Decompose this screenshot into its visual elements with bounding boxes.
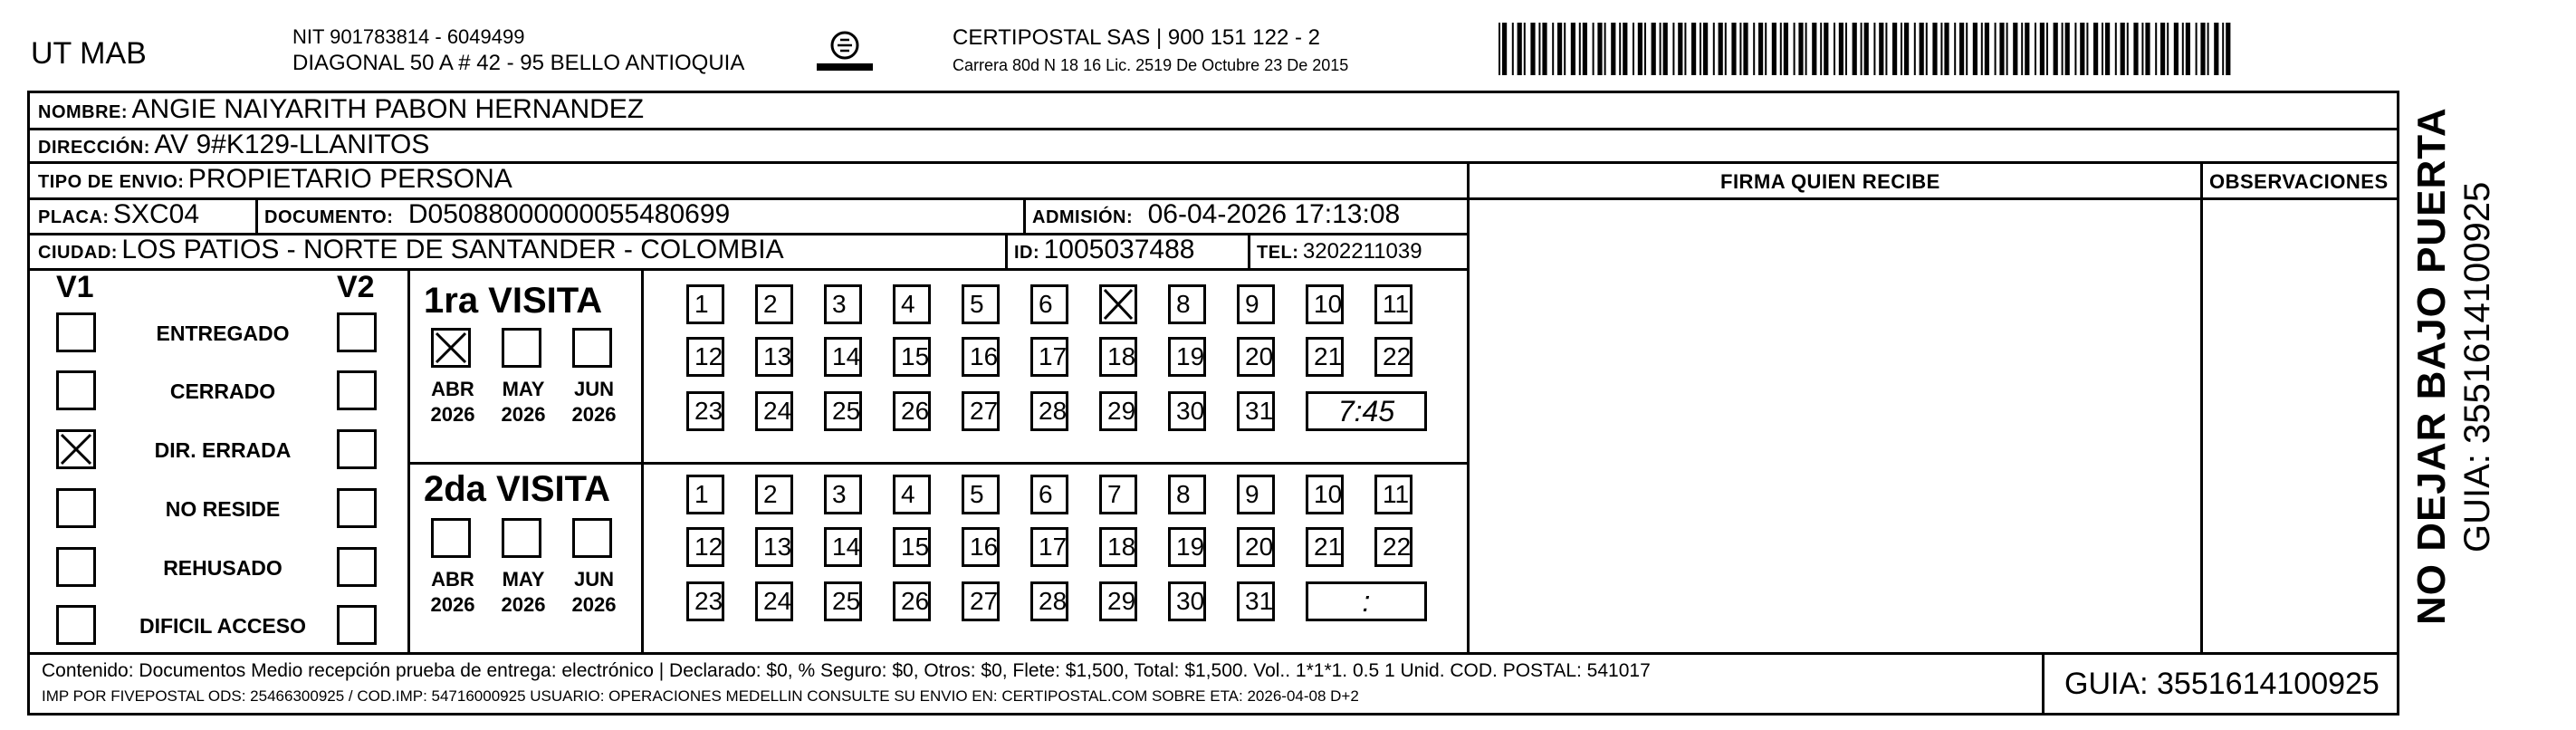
day-box[interactable]: 22 bbox=[1374, 527, 1412, 567]
placa-label: PLACA: bbox=[38, 207, 110, 227]
barcode-bar bbox=[2062, 23, 2064, 75]
visit1-title: 1ra VISITA bbox=[424, 281, 603, 321]
barcode-bar bbox=[1758, 23, 1763, 75]
barcode-bar bbox=[1966, 23, 1968, 75]
day-box[interactable]: 31 bbox=[1237, 391, 1275, 431]
barcode-bar bbox=[1518, 23, 1522, 75]
day-box[interactable]: 11 bbox=[1374, 284, 1412, 324]
day-box[interactable]: 29 bbox=[1099, 581, 1137, 621]
barcode-bar bbox=[1502, 23, 1507, 75]
barcode-bar bbox=[1557, 23, 1562, 75]
documento-label: DOCUMENTO: bbox=[264, 207, 394, 227]
barcode-bar bbox=[2145, 23, 2150, 75]
day-box[interactable]: 5 bbox=[962, 284, 1000, 324]
barcode-bar bbox=[2160, 23, 2165, 75]
barcode-bar bbox=[2127, 23, 2129, 75]
barcode-bar bbox=[1583, 23, 1587, 75]
barcode-bar bbox=[2035, 23, 2036, 75]
v1-checkbox[interactable] bbox=[56, 605, 96, 645]
status-option-label: REHUSADO bbox=[163, 556, 282, 580]
barcode-bar bbox=[1753, 23, 1755, 75]
day-box[interactable]: 31 bbox=[1237, 581, 1275, 621]
nombre-value: ANGIE NAIYARITH PABON HERNANDEZ bbox=[131, 94, 645, 124]
barcode-bar bbox=[2040, 23, 2045, 75]
tel-value: 3202211039 bbox=[1302, 239, 1422, 264]
admision-row bbox=[1032, 201, 1400, 228]
barcode-bar bbox=[1973, 23, 1977, 75]
barcode-bar bbox=[2196, 23, 2198, 75]
day-box[interactable]: 6 bbox=[1030, 284, 1068, 324]
day-box[interactable]: 29 bbox=[1099, 391, 1137, 431]
status-option-label: NO RESIDE bbox=[165, 497, 281, 521]
barcode-bar bbox=[1772, 23, 1776, 75]
v1-checkbox[interactable] bbox=[56, 488, 96, 528]
barcode-bar bbox=[2105, 23, 2110, 75]
month-label bbox=[424, 377, 482, 427]
barcode-bar bbox=[2021, 23, 2023, 75]
barcode-bar bbox=[1684, 23, 1686, 75]
barcode-bar bbox=[2186, 23, 2190, 75]
day-box[interactable]: 15 bbox=[893, 527, 931, 567]
barcode-bar bbox=[1861, 23, 1863, 75]
side-guia: GUIA: 3551614100925 bbox=[2457, 181, 2497, 552]
v1-checkbox[interactable] bbox=[56, 370, 96, 410]
barcode-bar bbox=[1542, 23, 1547, 75]
barcode-bar bbox=[2074, 23, 2076, 75]
barcode-bar bbox=[1619, 23, 1621, 75]
firma-header: FIRMA QUIEN RECIBE bbox=[1720, 170, 1940, 193]
barcode-bar bbox=[1805, 23, 1807, 75]
barcode-bar bbox=[2102, 23, 2103, 75]
barcode-bar bbox=[1638, 23, 1642, 75]
barcode-bar bbox=[1914, 23, 1916, 75]
status-option-label: ENTREGADO bbox=[156, 322, 290, 345]
barcode-bar bbox=[1798, 23, 1803, 75]
id-row bbox=[1014, 236, 1194, 264]
month-year: 2026 bbox=[430, 402, 475, 426]
placa-row bbox=[38, 201, 199, 228]
barcode-bar bbox=[1713, 23, 1715, 75]
day-box[interactable]: 15 bbox=[893, 337, 931, 377]
barcode-bar bbox=[1940, 23, 1942, 75]
day-box[interactable]: 2 bbox=[755, 475, 793, 514]
admision-label: ADMISIÓN: bbox=[1032, 207, 1134, 227]
barcode-bar bbox=[1597, 23, 1602, 75]
barcode-bar bbox=[2080, 23, 2084, 75]
barcode-bar bbox=[2065, 23, 2070, 75]
barcode-bar bbox=[1995, 23, 1997, 75]
barcode-bar bbox=[1579, 23, 1581, 75]
barcode-bar bbox=[1780, 23, 1782, 75]
barcode-bar bbox=[2086, 23, 2088, 75]
barcode-bar bbox=[1845, 23, 1847, 75]
day-box[interactable] bbox=[1099, 284, 1137, 324]
barcode-bar bbox=[1944, 23, 1949, 75]
barcode-bar bbox=[1999, 23, 2004, 75]
time-box[interactable]: : bbox=[1306, 581, 1427, 621]
side-notice: NO DEJAR BAJO PUERTA bbox=[2409, 107, 2454, 625]
barcode-bar bbox=[1538, 23, 1540, 75]
day-box[interactable]: 30 bbox=[1168, 581, 1206, 621]
barcode-bar bbox=[2222, 23, 2224, 75]
barcode-bar bbox=[1820, 23, 1822, 75]
month-name: JUN bbox=[573, 378, 614, 400]
month-label bbox=[494, 567, 552, 617]
v2-checkbox[interactable] bbox=[337, 488, 377, 528]
v2-checkbox[interactable] bbox=[337, 370, 377, 410]
barcode-bar bbox=[1901, 23, 1902, 75]
barcode-bar bbox=[1672, 23, 1674, 75]
barcode-bar bbox=[2013, 23, 2017, 75]
barcode-bar bbox=[1812, 23, 1816, 75]
month-checkbox[interactable] bbox=[502, 518, 541, 558]
barcode-bar bbox=[1739, 23, 1741, 75]
company-name: UT MAB bbox=[31, 36, 147, 71]
tipo-label: TIPO DE ENVIO: bbox=[38, 172, 185, 192]
direccion-label: DIRECCIÓN: bbox=[38, 138, 150, 158]
month-year: 2026 bbox=[430, 592, 475, 616]
v2-label: V2 bbox=[337, 270, 375, 304]
id-label: ID: bbox=[1014, 243, 1040, 263]
placa-value: SXC04 bbox=[113, 199, 200, 229]
v2-checkbox[interactable] bbox=[337, 312, 377, 352]
month-name: MAY bbox=[502, 568, 545, 591]
barcode-bar bbox=[2200, 23, 2205, 75]
day-box[interactable]: 18 bbox=[1099, 337, 1137, 377]
barcode-bar bbox=[1652, 23, 1656, 75]
day-box[interactable]: 27 bbox=[962, 391, 1000, 431]
v2-checkbox[interactable] bbox=[337, 429, 377, 469]
day-box[interactable]: 5 bbox=[962, 475, 1000, 514]
barcode-bar bbox=[1794, 23, 1796, 75]
company-nit: NIT 901783814 - 6049499 bbox=[292, 25, 525, 48]
month-checkbox[interactable] bbox=[431, 328, 471, 368]
day-box[interactable]: 24 bbox=[755, 581, 793, 621]
tel-label: TEL: bbox=[1257, 243, 1299, 263]
month-year: 2026 bbox=[571, 402, 617, 426]
day-box[interactable]: 11 bbox=[1374, 475, 1412, 514]
barcode-bar bbox=[1981, 23, 1983, 75]
month-name: ABR bbox=[431, 378, 474, 400]
day-box[interactable]: 20 bbox=[1237, 337, 1275, 377]
day-box[interactable]: 4 bbox=[893, 284, 931, 324]
barcode-bar bbox=[1571, 23, 1575, 75]
ciudad-value: LOS PATIOS - NORTE DE SANTANDER - COLOMBIA bbox=[121, 235, 784, 264]
status-option-label: DIR. ERRADA bbox=[154, 438, 292, 462]
barcode-bar bbox=[2025, 23, 2029, 75]
month-name: ABR bbox=[431, 568, 474, 591]
barcode-bar bbox=[1959, 23, 1964, 75]
barcode-bar bbox=[1879, 23, 1883, 75]
barcode-bar bbox=[2155, 23, 2157, 75]
barcode-bar bbox=[1593, 23, 1594, 75]
day-box[interactable]: 28 bbox=[1030, 391, 1068, 431]
day-box[interactable]: 13 bbox=[755, 527, 793, 567]
day-box[interactable]: 30 bbox=[1168, 391, 1206, 431]
barcode-bar bbox=[1834, 23, 1835, 75]
month-name: MAY bbox=[502, 378, 545, 400]
day-box[interactable]: 19 bbox=[1168, 527, 1206, 567]
v2-checkbox[interactable] bbox=[337, 605, 377, 645]
barcode-bar bbox=[1719, 23, 1723, 75]
month-label bbox=[565, 377, 623, 427]
barcode-bar bbox=[1663, 23, 1668, 75]
id-value: 1005037488 bbox=[1043, 235, 1195, 264]
barcode-bar bbox=[2133, 23, 2138, 75]
month-label bbox=[565, 567, 623, 617]
day-box[interactable]: 14 bbox=[824, 337, 862, 377]
month-checkbox[interactable] bbox=[572, 328, 612, 368]
month-label bbox=[424, 567, 482, 617]
time-box[interactable]: 7:45 bbox=[1306, 391, 1427, 431]
month-year: 2026 bbox=[501, 592, 546, 616]
barcode-bar bbox=[2207, 23, 2209, 75]
barcode bbox=[1499, 23, 2232, 75]
carrier-license: Carrera 80d N 18 16 Lic. 2519 De Octubre 23 De 2015 bbox=[953, 56, 1349, 74]
v2-checkbox[interactable] bbox=[337, 547, 377, 587]
barcode-bar bbox=[2141, 23, 2143, 75]
barcode-bar bbox=[1512, 23, 1514, 75]
status-option-label: DIFICIL ACCESO bbox=[139, 614, 306, 638]
day-box[interactable]: 23 bbox=[686, 581, 724, 621]
day-box[interactable]: 10 bbox=[1306, 475, 1344, 514]
barcode-bar bbox=[1499, 23, 1500, 75]
barcode-bar bbox=[1864, 23, 1869, 75]
day-box[interactable]: 17 bbox=[1030, 527, 1068, 567]
month-year: 2026 bbox=[571, 592, 617, 616]
nombre-label: NOMBRE: bbox=[38, 102, 129, 122]
barcode-bar bbox=[1824, 23, 1828, 75]
barcode-bar bbox=[1926, 23, 1928, 75]
day-box[interactable]: 21 bbox=[1306, 337, 1344, 377]
barcode-bar bbox=[1920, 23, 1924, 75]
day-box[interactable]: 23 bbox=[686, 391, 724, 431]
day-box[interactable]: 28 bbox=[1030, 581, 1068, 621]
barcode-bar bbox=[1644, 23, 1646, 75]
day-box[interactable]: 1 bbox=[686, 284, 724, 324]
day-box[interactable]: 21 bbox=[1306, 527, 1344, 567]
barcode-bar bbox=[1743, 23, 1748, 75]
ciudad-row bbox=[38, 236, 784, 264]
certipostal-logo bbox=[813, 27, 876, 77]
barcode-bar bbox=[1853, 23, 1857, 75]
barcode-bar bbox=[1873, 23, 1875, 75]
barcode-bar bbox=[1678, 23, 1682, 75]
day-box[interactable]: 24 bbox=[755, 391, 793, 431]
barcode-bar bbox=[2226, 23, 2230, 75]
barcode-bar bbox=[2182, 23, 2184, 75]
documento-value: D05088000000055480699 bbox=[407, 199, 731, 229]
day-box[interactable]: 16 bbox=[962, 337, 1000, 377]
barcode-bar bbox=[1904, 23, 1909, 75]
day-box[interactable]: 1 bbox=[686, 475, 724, 514]
day-box[interactable]: 19 bbox=[1168, 337, 1206, 377]
day-box[interactable]: 25 bbox=[824, 391, 862, 431]
barcode-bar bbox=[1885, 23, 1887, 75]
barcode-bar bbox=[1765, 23, 1767, 75]
barcode-bar bbox=[1731, 23, 1736, 75]
barcode-bar bbox=[1932, 23, 1937, 75]
barcode-bar bbox=[1703, 23, 1708, 75]
carrier-name: CERTIPOSTAL SAS | 900 151 122 - 2 bbox=[953, 25, 1320, 50]
day-box[interactable]: 8 bbox=[1168, 475, 1206, 514]
v1-label: V1 bbox=[56, 270, 94, 304]
barcode-bar bbox=[2174, 23, 2179, 75]
day-box[interactable]: 14 bbox=[824, 527, 862, 567]
day-box[interactable]: 2 bbox=[755, 284, 793, 324]
month-year: 2026 bbox=[501, 402, 546, 426]
month-checkbox[interactable] bbox=[572, 518, 612, 558]
direccion-value: AV 9#K129-LLANITOS bbox=[154, 130, 430, 159]
v1-checkbox[interactable] bbox=[56, 429, 96, 469]
v1-checkbox[interactable] bbox=[56, 312, 96, 352]
tipo-row bbox=[38, 166, 512, 193]
barcode-bar bbox=[1604, 23, 1606, 75]
footer-line1: Contenido: Documentos Medio recepción prueba de entrega: electrónico | Declarado: $0, % Seguro: $0, Otros: $0, Flete: $1,500, Total: $1,500. Vol.. 1*1*1. 0.5 1 Unid. COD. POSTAL: 541017 bbox=[42, 660, 1651, 681]
day-box[interactable]: 12 bbox=[686, 337, 724, 377]
barcode-bar bbox=[1892, 23, 1897, 75]
day-box[interactable]: 26 bbox=[893, 391, 931, 431]
day-box[interactable]: 10 bbox=[1306, 284, 1344, 324]
barcode-bar bbox=[1552, 23, 1554, 75]
status-option-label: CERRADO bbox=[169, 379, 276, 403]
barcode-bar bbox=[1623, 23, 1627, 75]
month-name: JUN bbox=[573, 568, 614, 591]
barcode-bar bbox=[1954, 23, 1956, 75]
month-label bbox=[494, 377, 552, 427]
barcode-bar bbox=[1985, 23, 1989, 75]
barcode-bar bbox=[2214, 23, 2218, 75]
day-box[interactable]: 16 bbox=[962, 527, 1000, 567]
barcode-bar bbox=[1660, 23, 1661, 75]
barcode-bar bbox=[2121, 23, 2125, 75]
day-box[interactable]: 7 bbox=[1099, 475, 1137, 514]
day-box[interactable]: 20 bbox=[1237, 527, 1275, 567]
barcode-bar bbox=[2167, 23, 2169, 75]
barcode-bar bbox=[1564, 23, 1566, 75]
tel-row bbox=[1257, 241, 1422, 263]
direccion-row bbox=[38, 131, 429, 158]
day-box[interactable]: 22 bbox=[1374, 337, 1412, 377]
day-box[interactable]: 27 bbox=[962, 581, 1000, 621]
footer-guia: GUIA: 3551614100925 bbox=[2064, 667, 2380, 701]
company-address: DIAGONAL 50 A # 42 - 95 BELLO ANTIOQUIA bbox=[292, 51, 745, 75]
nombre-row bbox=[38, 96, 644, 123]
barcode-bar bbox=[1725, 23, 1727, 75]
barcode-bar bbox=[1839, 23, 1843, 75]
tipo-value: PROPIETARIO PERSONA bbox=[187, 164, 512, 194]
ciudad-label: CIUDAD: bbox=[38, 243, 118, 263]
barcode-bar bbox=[2046, 23, 2048, 75]
day-box[interactable]: 8 bbox=[1168, 284, 1206, 324]
barcode-bar bbox=[1700, 23, 1701, 75]
day-box[interactable]: 6 bbox=[1030, 475, 1068, 514]
barcode-bar bbox=[2093, 23, 2098, 75]
day-box[interactable]: 3 bbox=[824, 475, 862, 514]
day-box[interactable]: 25 bbox=[824, 581, 862, 621]
v1-checkbox[interactable] bbox=[56, 547, 96, 587]
documento-row bbox=[264, 201, 730, 228]
barcode-bar bbox=[1524, 23, 1526, 75]
barcode-bar bbox=[1784, 23, 1788, 75]
barcode-bar bbox=[1633, 23, 1634, 75]
barcode-bar bbox=[2054, 23, 2058, 75]
barcode-bar bbox=[1611, 23, 1615, 75]
admision-value: 06-04-2026 17:13:08 bbox=[1147, 199, 1401, 229]
barcode-bar bbox=[1530, 23, 1535, 75]
barcode-bar bbox=[2006, 23, 2008, 75]
day-box[interactable]: 26 bbox=[893, 581, 931, 621]
day-box[interactable]: 18 bbox=[1099, 527, 1137, 567]
barcode-bar bbox=[1691, 23, 1696, 75]
day-box[interactable]: 4 bbox=[893, 475, 931, 514]
day-box[interactable]: 3 bbox=[824, 284, 862, 324]
day-box[interactable]: 9 bbox=[1237, 284, 1275, 324]
visit2-title: 2da VISITA bbox=[424, 469, 610, 509]
barcode-bar bbox=[2115, 23, 2117, 75]
month-checkbox[interactable] bbox=[431, 518, 471, 558]
day-box[interactable]: 12 bbox=[686, 527, 724, 567]
footer-line2: IMP POR FIVEPOSTAL ODS: 25466300925 / COD.IMP: 54716000925 USUARIO: OPERACIONES MEDELLIN CONSULTE SU ENVIO EN: CERTIPOSTAL.COM SOBRE ETA: 2026-04-08 D+2 bbox=[42, 687, 1359, 705]
day-box[interactable]: 13 bbox=[755, 337, 793, 377]
observaciones-header: OBSERVACIONES bbox=[2209, 170, 2389, 193]
day-box[interactable]: 17 bbox=[1030, 337, 1068, 377]
month-checkbox[interactable] bbox=[502, 328, 541, 368]
day-box[interactable]: 9 bbox=[1237, 475, 1275, 514]
